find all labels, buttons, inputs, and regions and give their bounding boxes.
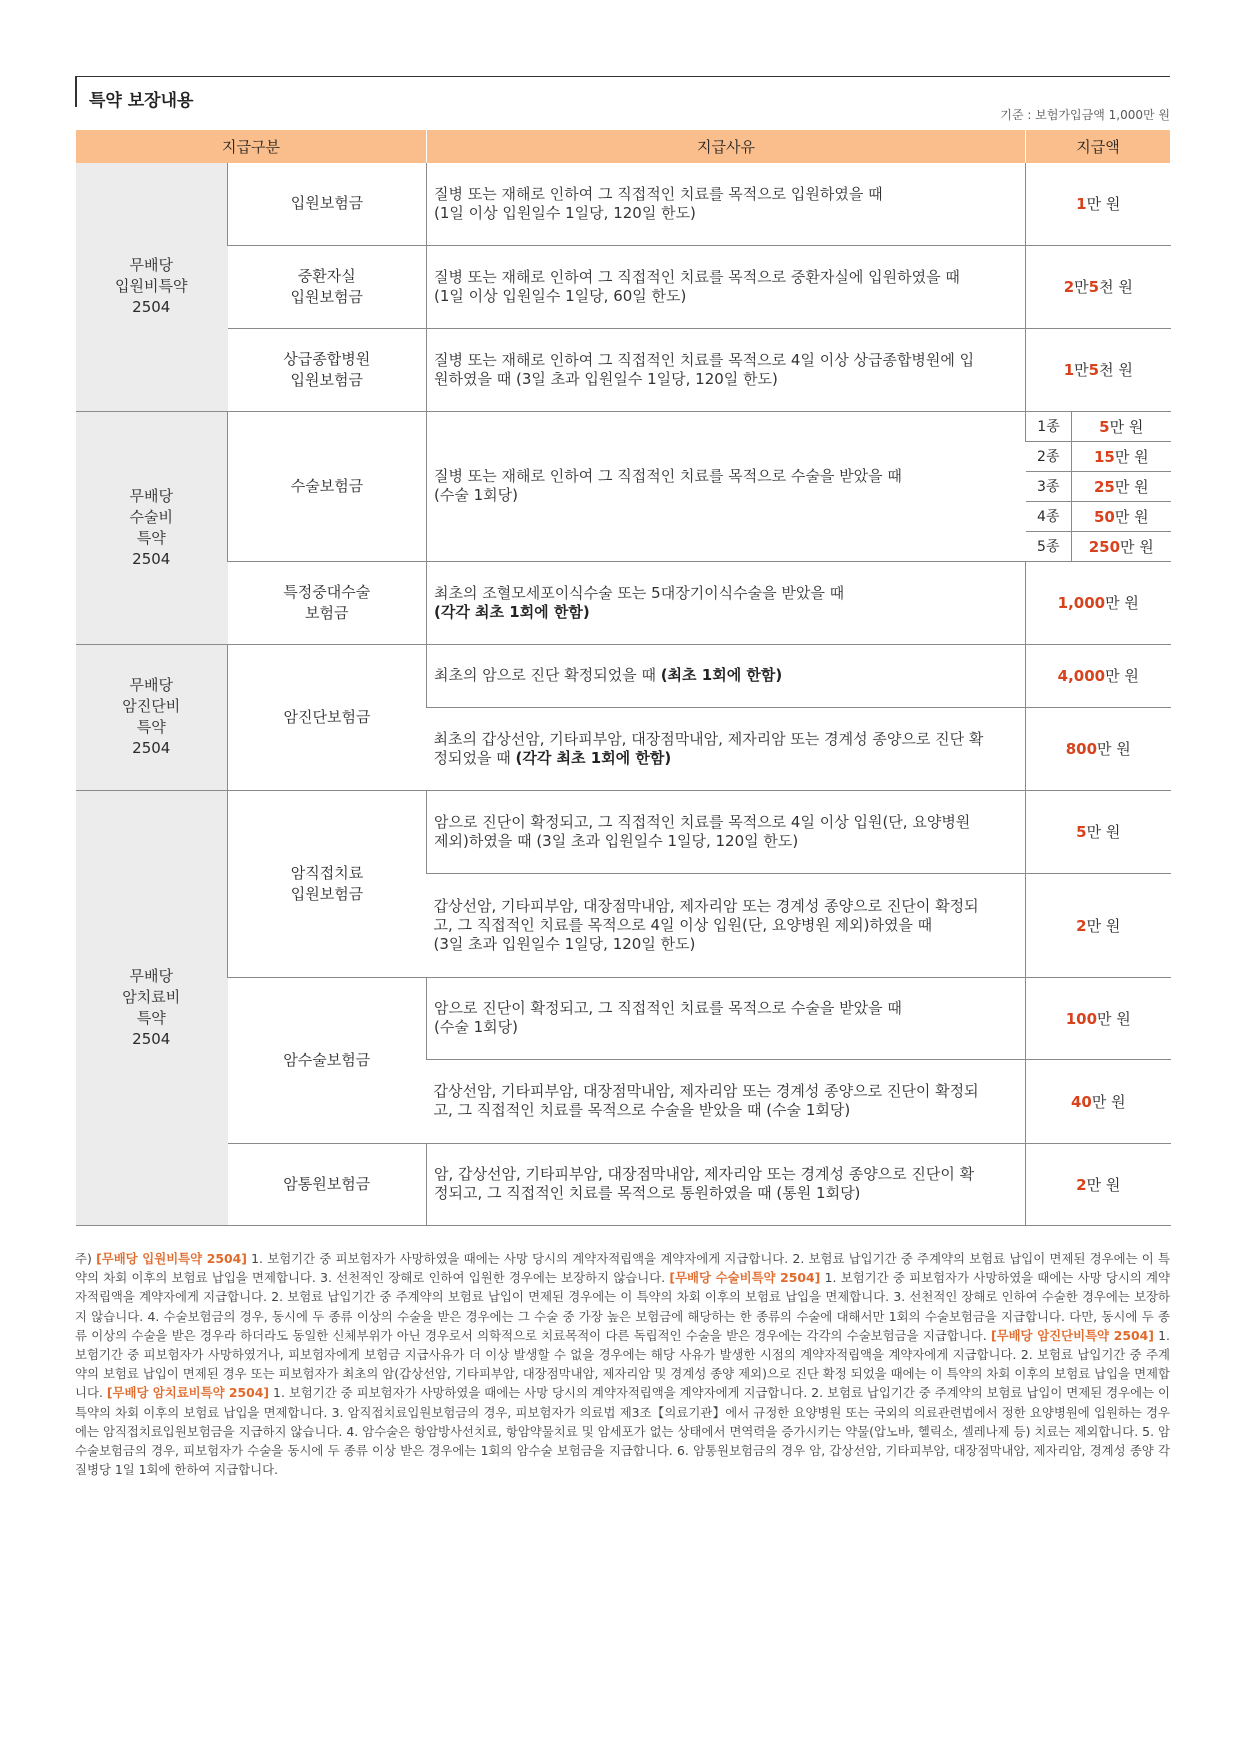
surgery-kind: 3종 — [1026, 471, 1072, 501]
surgery-kind-amount: 50만 원 — [1072, 501, 1171, 531]
benefit-amount: 1만 원 — [1026, 163, 1171, 245]
coverage-table — [75, 130, 1171, 1226]
section-marker — [75, 77, 77, 107]
benefit-name: 상급종합병원 입원보험금 — [228, 328, 427, 411]
benefit-amount: 40만 원 — [1026, 1059, 1171, 1143]
surgery-kind-amount: 15만 원 — [1072, 441, 1171, 471]
benefit-amount: 4,000만 원 — [1026, 644, 1171, 707]
benefit-reason: 질병 또는 재해로 인하여 그 직접적인 치료를 목적으로 중환자실에 입원하였을 때 (1일 이상 입원일수 1일당, 60일 한도) — [427, 245, 1026, 328]
benefit-amount: 2만5천 원 — [1026, 245, 1171, 328]
benefit-reason: 갑상선암, 기타피부암, 대장점막내암, 제자리암 또는 경계성 종양으로 진단이 확정되 고, 그 직접적인 치료를 목적으로 4일 이상 입원(단, 요양병원 제외)하였을 때 (3일 초과 입원일수 1일당, 120일 한도) — [427, 873, 1026, 977]
footnotes: 주) [무배당 입원비특약 2504] 1. 보험기간 중 피보험자가 사망하였을 때에는 사망 당시의 계약자적립액을 계약자에게 지급합니다. 2. 보험료 납입기간 중 주계약의 보험료 납입이 면제된 경우에는 이 특약의 차회 이후의 보험료 납입을 면제합니다. 3. 선천적인 장해로 인하여 입원한 경우에는 보장하지 않습니다. [무배당 수술비특약 2504] 1. 보험기간 중 피보험자가 사망하였을 때에는 사망 당시의 계약자적립액을 계약자에게 지급합니다. 2. 보험료 납입기간 중 주계약의 보험료 납입이 면제된 경우에는 이 특약의 차회 이후의 보험료 납입을 면제합니다. 3. 선천적인 장해로 인하여 수술한 경우에는 보장하지 않습니다. 4. 수술보험금의 경우, 동시에 두 종류 이상의 수술을 받은 경우에는 그 수술 중 가장 높은 보험금에 해당하는 한 종류의 수술에 대해서만 1회의 수술보험금을 지급합니다. 다만, 동시에 두 종류 이상의 수술을 받은 경우라 하더라도 동일한 신체부위가 아닌 경우로서 의학적으로 치료목적이 다른 독립적인 수술을 받은 경우에는 각각의 수술보험금을 지급합니다. [무배당 암진단비특약 2504] 1. 보험기간 중 피보험자가 사망하였거나, 피보험자에게 보험금 지급사유가 더 이상 발생할 수 없을 경우에는 해당 사유가 발생한 시점의 계약자적립액을 계약자에게 지급합니다. 2. 보험료 납입기간 중 주계약의 보험료 납입이 면제된 경우 또는 피보험자가 최초의 암(갑상선암, 기타피부암, 대장점막내암, 제자리암 및 경계성 종양 제외)으로 진단 확정 되었을 때에는 이 특약의 차회 이후의 보험료 납입을 면제합니다. [무배당 암치료비특약 2504] 1. 보험기간 중 피보험자가 사망하였을 때에는 사망 당시의 계약자적립액을 계약자에게 지급합니다. 2. 보험료 납입기간 중 주계약의 보험료 납입이 면제된 경우에는 이 특약의 차회 이후의 보험료 납입을 면제합니다. 3. 암직접치료입원보험금의 경우, 피보험자가 의료법 제3조【의료기관】에서 규정한 요양병원 또는 국외의 의료관련법에서 정한 요양병원에 입원하는 경우에는 암직접치료입원보험금을 지급하지 않습니다. 4. 암수술은 항암방사선치료, 항암약물치료 및 암세포가 없는 상태에서 면역력을 증가시키는 약물(압노바, 헬릭소, 셀레나제 등) 치료는 제외합니다. 5. 암수술보험금의 경우, 피보험자가 수술을 동시에 두 종류 이상 받은 경우에는 1회의 암수술 보험금을 지급합니다. 6. 암통원보험금의 경우 암, 갑상선암, 기타피부암, 대장점막내암, 제자리암, 경계성 종양 각 질병당 1일 1회에 한하여 지급합니다. — [75, 1251, 1170, 1478]
surgery-kind-amount: 25만 원 — [1072, 471, 1171, 501]
note-tag: [무배당 입원비특약 2504] — [96, 1251, 247, 1266]
surgery-kind: 2종 — [1026, 441, 1072, 471]
benefit-amount: 2만 원 — [1026, 1143, 1171, 1225]
benefit-reason: 질병 또는 재해로 인하여 그 직접적인 치료를 목적으로 4일 이상 상급종합병원에 입 원하였을 때 (3일 초과 입원일수 1일당, 120일 한도) — [427, 328, 1026, 411]
note-tag: [무배당 암진단비특약 2504] — [990, 1327, 1154, 1343]
benefit-amount: 100만 원 — [1026, 977, 1171, 1059]
benefit-name: 암수술보험금 — [228, 977, 427, 1143]
header-category: 지급구분 — [76, 130, 427, 163]
surgery-kind: 5종 — [1026, 531, 1072, 561]
table-row — [76, 411, 1171, 441]
table-header-row — [76, 130, 1171, 163]
benefit-amount: 5만 원 — [1026, 790, 1171, 873]
benefit-name: 암직접치료 입원보험금 — [228, 790, 427, 977]
benefit-name: 암진단보험금 — [228, 644, 427, 790]
benefit-name: 암통원보험금 — [228, 1143, 427, 1225]
benefit-name: 수술보험금 — [228, 411, 427, 561]
benefit-name: 중환자실 입원보험금 — [228, 245, 427, 328]
surgery-kind-amount: 5만 원 — [1072, 411, 1171, 441]
benefit-reason: 최초의 조혈모세포이식수술 또는 5대장기이식수술을 받았을 때 (각각 최초 1회에 한함) — [427, 561, 1026, 644]
group-cancer-treatment: 무배당 암치료비 특약 2504 — [76, 790, 228, 1225]
surgery-kind: 1종 — [1026, 411, 1072, 441]
benefit-amount: 1만5천 원 — [1026, 328, 1171, 411]
benefit-reason: 암, 갑상선암, 기타피부암, 대장점막내암, 제자리암 또는 경계성 종양으로 진단이 확 정되고, 그 직접적인 치료를 목적으로 통원하였을 때 (통원 1회당) — [427, 1143, 1026, 1225]
benefit-reason: 암으로 진단이 확정되고, 그 직접적인 치료를 목적으로 4일 이상 입원(단, 요양병원 제외)하였을 때 (3일 초과 입원일수 1일당, 120일 한도) — [427, 790, 1026, 873]
benefit-reason: 질병 또는 재해로 인하여 그 직접적인 치료를 목적으로 수술을 받았을 때 (수술 1회당) — [427, 411, 1026, 561]
group-surgery: 무배당 수술비 특약 2504 — [76, 411, 228, 644]
table-row — [76, 245, 1171, 328]
header-reason: 지급사유 — [427, 130, 1026, 163]
table-row — [76, 790, 1171, 873]
group-hospitalization: 무배당 입원비특약 2504 — [76, 163, 228, 411]
surgery-kind-amount: 250만 원 — [1072, 531, 1171, 561]
benefit-reason: 갑상선암, 기타피부암, 대장점막내암, 제자리암 또는 경계성 종양으로 진단이 확정되 고, 그 직접적인 치료를 목적으로 수술을 받았을 때 (수술 1회당) — [427, 1059, 1026, 1143]
note-tag: [무배당 수술비특약 2504] — [669, 1270, 821, 1286]
benefit-reason: 최초의 암으로 진단 확정되었을 때 (최초 1회에 한함) — [427, 644, 1026, 707]
table-row — [76, 328, 1171, 411]
benefit-amount: 800만 원 — [1026, 707, 1171, 790]
benefit-name: 특정중대수술 보험금 — [228, 561, 427, 644]
note-tag: [무배당 암치료비특약 2504] — [106, 1385, 270, 1401]
benefit-reason: 최초의 갑상선암, 기타피부암, 대장점막내암, 제자리암 또는 경계성 종양으로 진단 확 정되었을 때 (각각 최초 1회에 한함) — [427, 707, 1026, 790]
benefit-amount: 1,000만 원 — [1026, 561, 1171, 644]
table-row — [76, 1143, 1171, 1225]
surgery-kind: 4종 — [1026, 501, 1072, 531]
table-row — [76, 644, 1171, 707]
section-title: 특약 보장내용 — [89, 91, 194, 111]
benefit-reason: 암으로 진단이 확정되고, 그 직접적인 치료를 목적으로 수술을 받았을 때 (수술 1회당) — [427, 977, 1026, 1059]
group-cancer-diagnosis: 무배당 암진단비 특약 2504 — [76, 644, 228, 790]
table-row — [76, 561, 1171, 644]
benefit-name: 입원보험금 — [228, 163, 427, 245]
header-amount: 지급액 — [1026, 130, 1171, 163]
basis-note: 기준 : 보험가입금액 1,000만 원 — [1000, 108, 1170, 122]
benefit-reason: 질병 또는 재해로 인하여 그 직접적인 치료를 목적으로 입원하였을 때 (1일 이상 입원일수 1일당, 120일 한도) — [427, 163, 1026, 245]
table-row — [76, 163, 1171, 245]
benefit-amount: 2만 원 — [1026, 873, 1171, 977]
table-row — [76, 977, 1171, 1059]
section-header — [75, 76, 1170, 111]
